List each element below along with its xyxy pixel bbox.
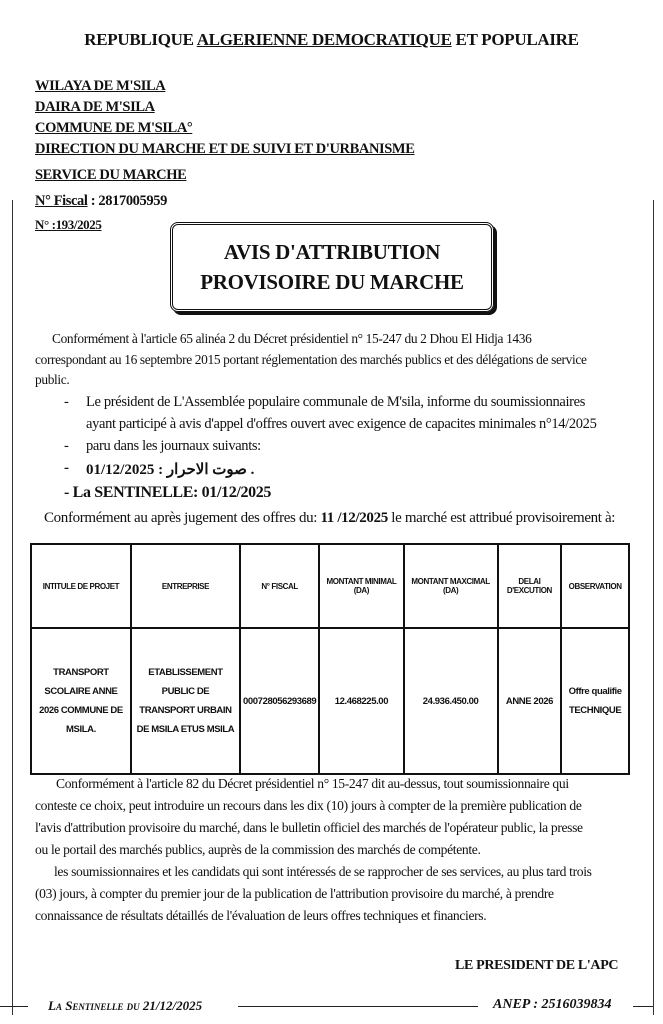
table-row [31, 628, 629, 774]
company-cell: ETABLISSEMENT PUBLIC DE TRANSPORT URBAIN DE MSILA ETUS MSILA [131, 628, 240, 774]
header-cell: N° FISCAL [240, 544, 319, 628]
footer-rule [238, 1006, 478, 1007]
judgement-date: 11 /12/2025 [320, 510, 388, 526]
paragraph-3-line: connaissance de résultats détaillés de l'évaluation de leurs offres techniques et financiers. [35, 908, 487, 923]
paragraph-2-line: conteste ce choix, peut introduire un recours dans les dix (10) jours à compter de la première publication de [35, 798, 582, 813]
notice-title-line2: PROVISOIRE DU MARCHE [200, 270, 464, 294]
paragraph-1-line: correspondant au 16 septembre 2015 portant réglementation des marchés publics et des délégations de service [35, 352, 587, 367]
fiscal-value: : 2817005959 [87, 193, 167, 209]
title-part: ALGERIENNE DEMOCRATIQUE [196, 30, 452, 49]
page-frame-right [653, 200, 654, 1015]
attribution-table [30, 543, 630, 775]
fiscal-line [35, 193, 167, 210]
direction-line: DIRECTION DU MARCHE ET DE SUIVI ET D'URBANISME [35, 141, 415, 157]
footer-anep: ANEP : 2516039834 [493, 997, 612, 1012]
paragraph-2-line: ou le portail des marchés publics, auprès de la commission des marchés de compétente. [35, 842, 481, 857]
bullet-line: Le président de L'Assemblée populaire communale de M'sila, informe du soumissionnaires [86, 394, 586, 410]
notice-number: N° :193/2025 [35, 217, 102, 232]
republic-title [0, 30, 663, 50]
attribution-line [44, 510, 615, 527]
title-part: REPUBLIQUE [84, 30, 197, 49]
fiscal-number-cell: 000728056293689 [240, 628, 319, 774]
paragraph-3-line: (03) jours, à compter du premier jour de la publication de l'attribution provisoire du marché, à prendre [35, 886, 554, 901]
daira-line: DAIRA DE M'SILA [35, 99, 155, 115]
header-cell: MONTANT MAXCIMAL (DA) [404, 544, 498, 628]
journal-la-sentinelle: - La SENTINELLE: 01/12/2025 [64, 484, 272, 501]
commune-line: COMMUNE DE M'SILA° [35, 120, 193, 136]
max-amount-cell: 24.936.450.00 [404, 628, 498, 774]
attribution-pre: Conformément au après jugement des offres du: [44, 510, 321, 526]
attribution-post: le marché est attribué provisoirement à: [387, 510, 616, 526]
bullet-line: paru dans les journaux suivants: [86, 438, 261, 454]
header-cell: DELAI D'EXCUTION [498, 544, 562, 628]
notice-title-line1: AVIS D'ATTRIBUTION [223, 240, 441, 264]
observation-cell: Offre qualifie TECHNIQUE [561, 628, 629, 774]
journal-la-sentinelle-text: La SENTINELLE: 01/12/2025 [72, 484, 272, 501]
header-cell: OBSERVATION [561, 544, 629, 628]
footer-rule [0, 1006, 28, 1007]
paragraph-2-line: Conformément à l'article 82 du Décret présidentiel n° 15-247 dit au-dessus, tout soumissionnaire qui [56, 776, 569, 791]
delay-cell: ANNE 2026 [498, 628, 562, 774]
header-cell: MONTANT MINIMAL (DA) [319, 544, 403, 628]
table-header-row [31, 544, 629, 628]
fiscal-label: N° Fiscal [35, 193, 88, 209]
bullet-dash: - [64, 460, 69, 476]
paragraph-3-line: les soumissionnaires et les candidats qui sont intéressés de se rapprocher de ses services, au plus tard trois [54, 864, 592, 879]
header-cell: ENTREPRISE [131, 544, 240, 628]
paragraph-1-line: Conformément à l'article 65 alinéa 2 du Décret présidentiel n° 15-247 du 2 Dhou El Hidja 1436 [52, 331, 532, 346]
bullet-dash: - [64, 438, 69, 454]
footer-rule [633, 1006, 653, 1007]
header-cell: INTITULE DE PROJET [31, 544, 131, 628]
min-amount-cell: 12.468225.00 [319, 628, 403, 774]
service-line: SERVICE DU MARCHE [35, 167, 187, 183]
paragraph-1-line: public. [35, 372, 70, 387]
notice-title-box [170, 222, 494, 312]
title-part: ET POPULAIRE [451, 30, 579, 49]
footer-publication: La Sentinelle du 21/12/2025 [48, 998, 203, 1013]
paragraph-2-line: l'avis d'attribution provisoire du marché, dans le bulletin officiel des marchés de l'opérateur public, la presse [35, 820, 583, 835]
page-frame-left [12, 200, 13, 1015]
project-cell: TRANSPORT SCOLAIRE ANNE 2026 COMMUNE DE MSILA. [31, 628, 131, 774]
signature: LE PRESIDENT DE L'APC [455, 958, 619, 973]
wilaya-line: WILAYA DE M'SILA [35, 78, 166, 94]
bullet-dash: - [64, 394, 69, 410]
journal-sawt-al-ahrar: صوت الاحرار : 01/12/2025 . [86, 462, 255, 478]
bullet-line: ayant participé à avis d'appel d'offres ouvert avec exigence de capacites minimales n°14/2025 [86, 416, 597, 432]
